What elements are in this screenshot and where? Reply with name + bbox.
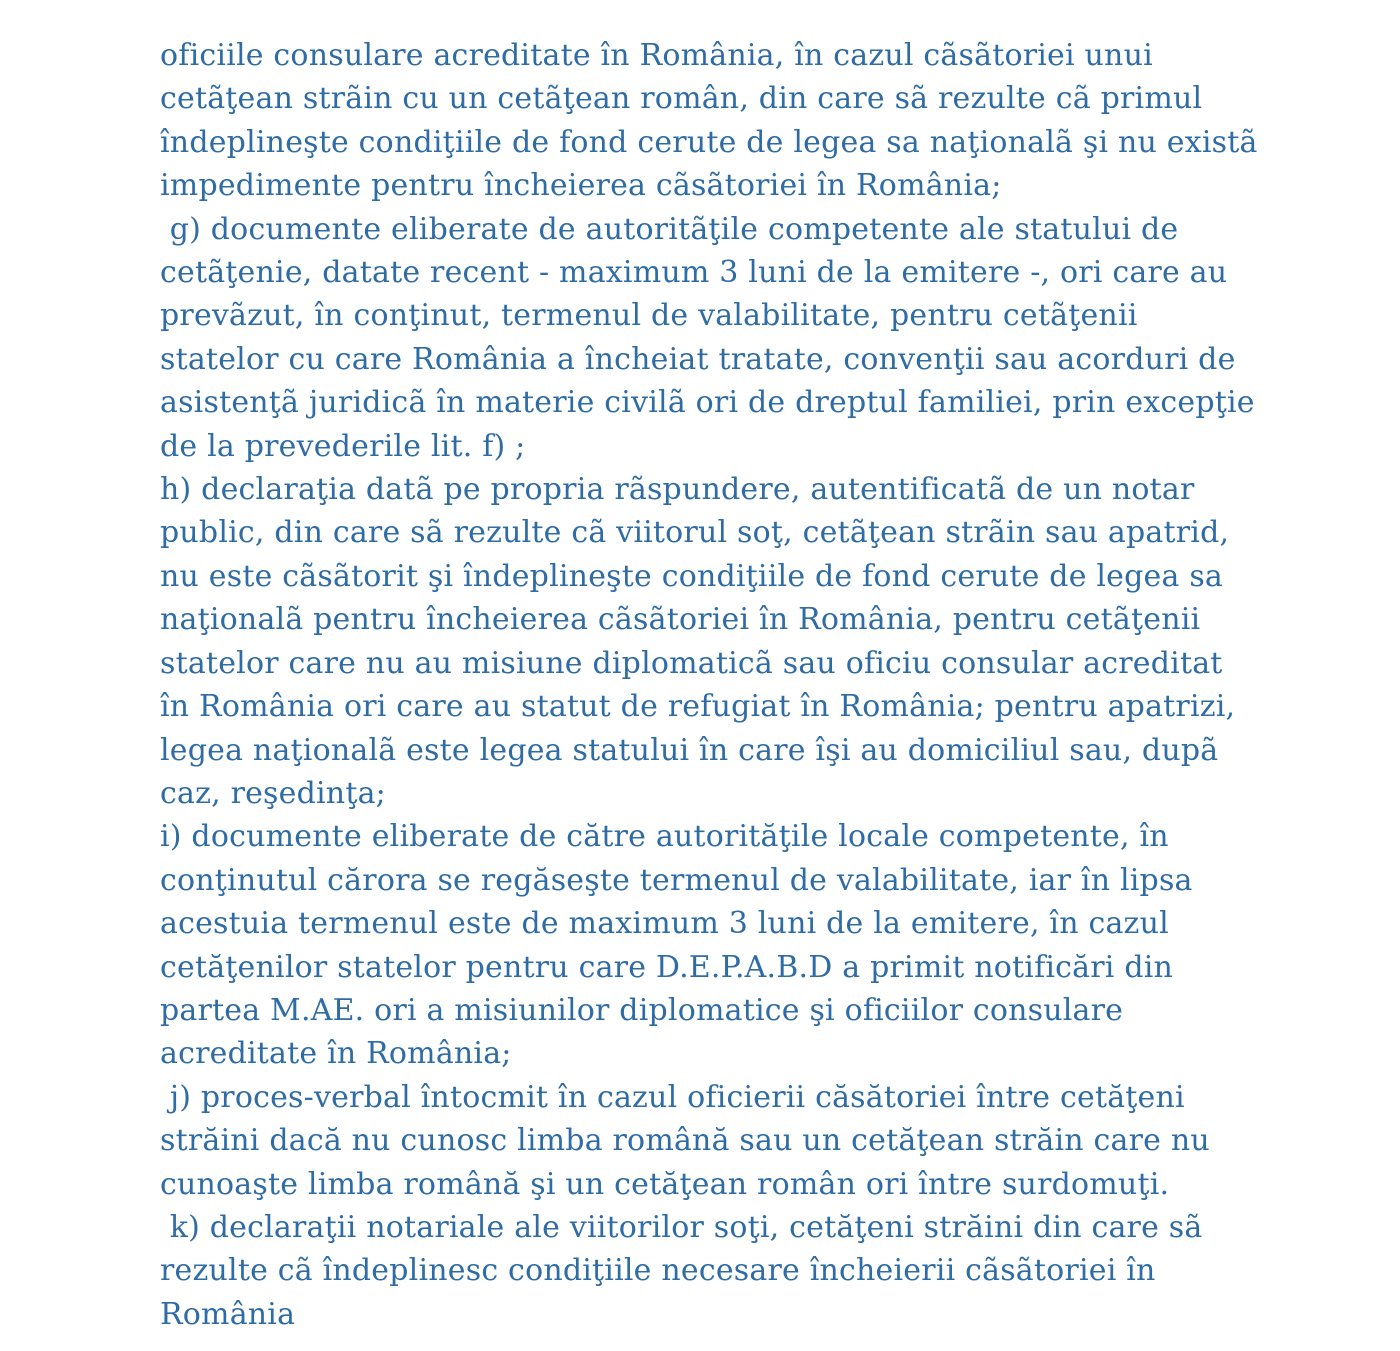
text-line: cetăţenilor statelor pentru care D.E.P.A.B.D a primit notificări din [160,949,1174,985]
text-line: naţionalã pentru încheierea cãsãtoriei în România, pentru cetãţenii [160,602,1201,638]
text-line: legea naţionalã este legea statului în care îşi au domiciliul sau, dupã [160,732,1219,768]
text-line: statelor care nu au misiune diplomaticã sau oficiu consular acreditat [160,645,1223,681]
text-line: de la prevederile lit. f) ; [160,428,526,464]
text-line: cetãţenie, datate recent - maximum 3 luni de la emitere -, ori care au [160,255,1228,291]
text-line: h) declaraţia datã pe propria rãspundere, autentificatã de un notar [160,472,1195,508]
text-line: acestuia termenul este de maximum 3 luni de la emitere, în cazul [160,906,1169,942]
text-line: îndeplineşte condiţiile de fond cerute de legea sa naţionalã şi nu existã [160,124,1258,160]
text-line: cetãţean strãin cu un cetãţean român, din care sã rezulte cã primul [160,81,1203,117]
text-line: public, din care sã rezulte cã viitorul soţ, cetãţean strãin sau apatrid, [160,515,1230,551]
text-line: România [160,1296,296,1332]
text-line: în România ori care au statut de refugiat în România; pentru apatrizi, [160,689,1236,725]
text-line: asistenţã juridicã în materie civilã ori de dreptul familiei, prin excepţie [160,385,1255,421]
text-line: oficiile consulare acreditate în România, în cazul cãsãtoriei unui [160,38,1153,73]
text-line: străini dacă nu cunosc limba română sau un cetăţean străin care nu [160,1123,1210,1159]
text-line: caz, reşedinţa; [160,775,386,811]
text-line: conţinutul cărora se regăseşte termenul de valabilitate, iar în lipsa [160,862,1193,898]
legal-text-block [160,34,1390,1336]
text-line: g) documente eliberate de autoritãţile competente ale statului de [160,211,1179,247]
text-line: acreditate în România; [160,1036,512,1072]
text-line: nu este cãsãtorit şi îndeplineşte condiţiile de fond cerute de legea sa [160,558,1223,594]
text-line: j) proces-verbal întocmit în cazul oficierii căsătoriei între cetăţeni [160,1079,1185,1115]
text-line: cunoaşte limba română şi un cetăţean român ori între surdomuţi. [160,1166,1170,1202]
text-line: rezulte cã îndeplinesc condiţiile necesare încheierii cãsãtoriei în [160,1253,1156,1289]
text-line: impedimente pentru încheierea cãsãtoriei în România; [160,168,1002,204]
text-line: partea M.AE. ori a misiunilor diplomatice şi oficiilor consulare [160,992,1124,1028]
text-line: k) declaraţii notariale ale viitorilor soţi, cetăţeni străini din care sã [160,1209,1203,1245]
text-line: statelor cu care România a încheiat tratate, convenţii sau acorduri de [160,341,1236,377]
text-line: i) documente eliberate de către autorităţile locale competente, în [160,819,1169,855]
text-line: prevãzut, în conţinut, termenul de valabilitate, pentru cetãţenii [160,298,1138,334]
